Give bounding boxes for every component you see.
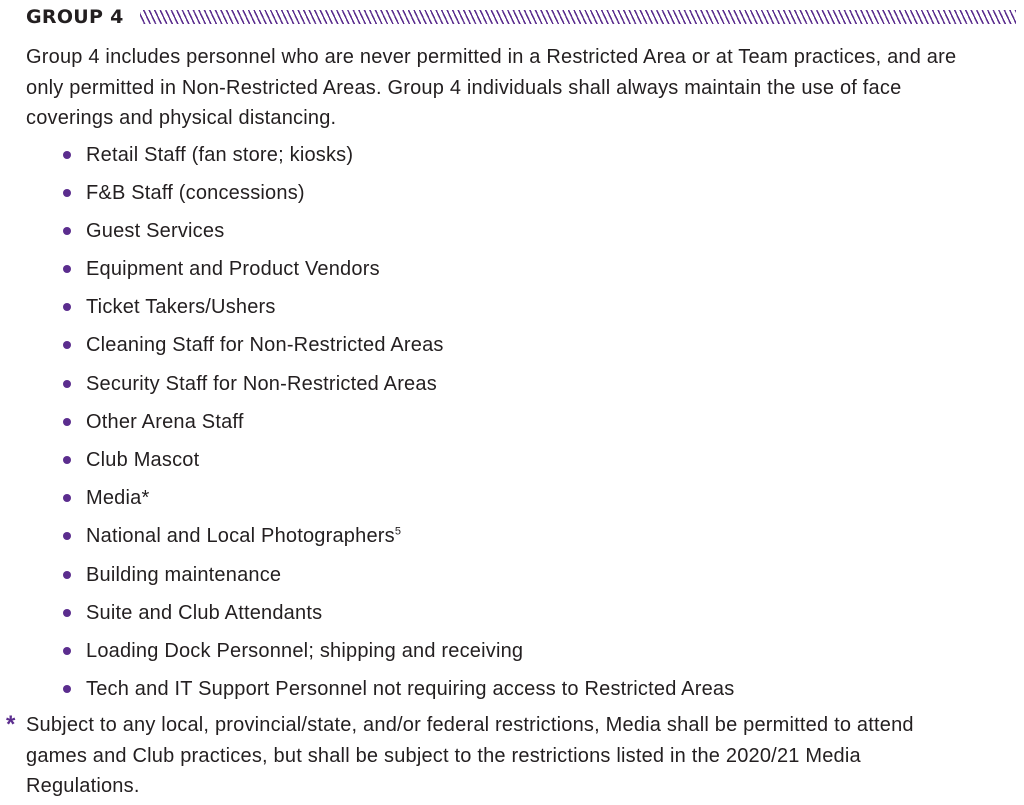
bullet-icon [63,532,71,540]
list-item [26,674,1024,712]
list-item [26,330,1024,368]
list-item [26,483,1024,521]
list-item-label: Building maintenance [86,563,282,586]
list-item-label: Ticket Takers/Ushers [86,296,276,319]
bullet-icon [63,647,71,655]
heading-hatch-decoration [140,10,1016,24]
list-item-label: Equipment and Product Vendors [86,258,380,281]
list-item [26,445,1024,483]
list-item-label: Other Arena Staff [86,410,244,433]
bullet-icon [63,380,71,388]
bullet-icon [63,685,71,693]
list-item [26,140,1024,178]
list-item [26,407,1024,445]
section-heading: GROUP 4 [26,6,124,28]
list-item-label: Cleaning Staff for Non-Restricted Areas [86,334,444,357]
bullet-icon [63,418,71,426]
list-item-label: Security Staff for Non-Restricted Areas [86,372,437,395]
bullet-icon [63,227,71,235]
list-item-label: Club Mascot [86,449,200,471]
list-item-label: F&B Staff (concessions) [86,181,305,204]
list-item [26,369,1024,407]
personnel-list [26,140,1024,713]
list-item [26,178,1024,216]
footnote [0,710,980,802]
bullet-icon [63,456,71,464]
list-item [26,636,1024,674]
intro-paragraph: Group 4 includes personnel who are never permitted in a Restricted Area or at Team practices, and are only permitted in Non-Restricted Areas. Group 4 individuals shall always maintain the use of face coverings and physical distancing. [26,46,957,129]
bullet-icon [63,609,71,617]
list-item-label: Media* [86,487,150,510]
list-item-label: National and Local Photographers [86,525,395,548]
bullet-icon [63,494,71,502]
list-item-label: Guest Services [86,219,225,242]
footnote-marker: * [6,711,16,738]
bullet-icon [63,303,71,311]
list-item-label: Retail Staff (fan store; kiosks) [86,143,354,166]
bullet-icon [63,341,71,349]
list-item [26,216,1024,254]
list-item-label: Tech and IT Support Personnel not requiring access to Restricted Areas [86,678,735,701]
bullet-icon [63,151,71,159]
list-item [26,254,1024,292]
bullet-icon [63,189,71,197]
footnote-reference: 5 [394,525,402,538]
list-item-label: Loading Dock Personnel; shipping and receiving [86,639,524,662]
list-item [26,598,1024,636]
footnote-text: Subject to any local, provincial/state, and/or federal restrictions, Media shall be permitted to attend games and Club practices, but shall be subject to the restrictions listed in the 2020/21 Media Regulations. [26,714,914,797]
bullet-icon [63,571,71,579]
bullet-icon [63,265,71,273]
list-item [26,560,1024,598]
list-item [26,521,1024,559]
list-item [26,292,1024,330]
list-item-label: Suite and Club Attendants [86,601,323,624]
section-header [26,6,1016,28]
